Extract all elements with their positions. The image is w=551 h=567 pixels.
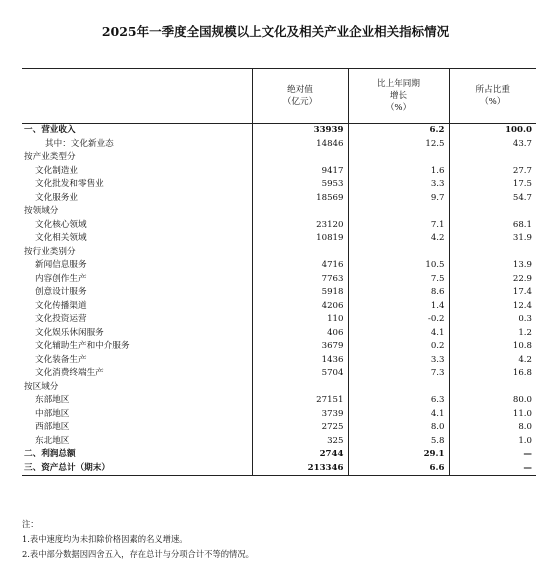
- header-value: 绝对值 （亿元）: [252, 69, 348, 124]
- row-value: 23120: [252, 219, 348, 233]
- row-share: 1.2: [449, 327, 536, 341]
- footnote-1: 1.表中速度均为未扣除价格因素的名义增速。: [22, 534, 188, 544]
- row-value: [252, 246, 348, 260]
- page-title: 2025年一季度全国规模以上文化及相关产业企业相关指标情况: [101, 24, 450, 39]
- row-label: 文化投资运营: [35, 314, 87, 325]
- table-row: [22, 340, 536, 354]
- table-row: [22, 448, 536, 462]
- row-growth: 5.8: [348, 435, 449, 449]
- footnotes: [22, 517, 254, 562]
- row-share: 10.8: [449, 340, 536, 354]
- row-share: 8.0: [449, 421, 536, 435]
- row-growth: 7.5: [348, 273, 449, 287]
- table-row: [22, 138, 536, 152]
- row-label: 文化批发和零售业: [35, 179, 104, 190]
- table-row: [22, 151, 536, 165]
- row-label: 其中：文化新业态: [45, 138, 114, 149]
- row-share: [449, 205, 536, 219]
- table-row: [22, 259, 536, 273]
- table-row: [22, 367, 536, 381]
- row-growth: 1.4: [348, 300, 449, 314]
- row-share: 22.9: [449, 273, 536, 287]
- row-label: 新闻信息服务: [35, 260, 87, 271]
- row-share: 27.7: [449, 165, 536, 179]
- row-value: 5953: [252, 178, 348, 192]
- table-row: [22, 165, 536, 179]
- row-value: 9417: [252, 165, 348, 179]
- row-growth: 7.1: [348, 219, 449, 233]
- indicator-table: [22, 68, 536, 476]
- row-label: 西部地区: [35, 422, 70, 433]
- table-row: [22, 205, 536, 219]
- row-growth: 12.5: [348, 138, 449, 152]
- table-row: [22, 232, 536, 246]
- header-growth: 比上年同期 增长 （%）: [348, 69, 449, 124]
- row-growth: 6.3: [348, 394, 449, 408]
- row-growth: 3.3: [348, 178, 449, 192]
- row-label: 东部地区: [35, 395, 70, 406]
- table-row: [22, 219, 536, 233]
- table-row: [22, 394, 536, 408]
- table-header-row: [22, 69, 536, 124]
- table-row: [22, 462, 536, 476]
- header-label: [22, 69, 252, 124]
- row-label: 内容创作生产: [35, 273, 87, 284]
- row-value: 18569: [252, 192, 348, 206]
- row-label: 文化传播渠道: [35, 300, 87, 311]
- row-growth: [348, 151, 449, 165]
- row-growth: 4.1: [348, 327, 449, 341]
- row-growth: 29.1: [348, 448, 449, 462]
- row-value: 2744: [252, 448, 348, 462]
- row-growth: 3.3: [348, 354, 449, 368]
- table-body: [22, 124, 536, 476]
- row-value: 3679: [252, 340, 348, 354]
- row-label: 文化消费终端生产: [35, 368, 104, 379]
- table-row: [22, 286, 536, 300]
- row-label: 一、营业收入: [24, 125, 76, 136]
- row-share: 17.5: [449, 178, 536, 192]
- row-value: 33939: [252, 124, 348, 138]
- row-share: 17.4: [449, 286, 536, 300]
- table-row: [22, 421, 536, 435]
- row-share: 1.0: [449, 435, 536, 449]
- row-label: 文化制造业: [35, 165, 78, 176]
- row-value: 325: [252, 435, 348, 449]
- row-value: 4206: [252, 300, 348, 314]
- row-share: [449, 246, 536, 260]
- row-growth: 0.2: [348, 340, 449, 354]
- row-value: 14846: [252, 138, 348, 152]
- row-label: 文化服务业: [35, 192, 78, 203]
- table-row: [22, 327, 536, 341]
- row-value: 213346: [252, 462, 348, 476]
- row-value: 3739: [252, 408, 348, 422]
- row-share: 16.8: [449, 367, 536, 381]
- row-growth: 9.7: [348, 192, 449, 206]
- row-value: [252, 205, 348, 219]
- row-label: 文化娱乐休闲服务: [35, 327, 104, 338]
- row-growth: 6.2: [348, 124, 449, 138]
- row-growth: 6.6: [348, 462, 449, 476]
- row-label: 东北地区: [35, 435, 70, 446]
- row-share: 4.2: [449, 354, 536, 368]
- table-row: [22, 408, 536, 422]
- row-value: 4716: [252, 259, 348, 273]
- row-share: 80.0: [449, 394, 536, 408]
- row-share: —: [449, 448, 536, 462]
- row-label: 三、资产总计（期末）: [22, 462, 252, 476]
- row-growth: 8.6: [348, 286, 449, 300]
- row-value: 10819: [252, 232, 348, 246]
- row-label: 按区域分: [24, 381, 59, 392]
- row-value: 7763: [252, 273, 348, 287]
- row-growth: 8.0: [348, 421, 449, 435]
- row-label: 创意设计服务: [35, 287, 87, 298]
- table-row: [22, 354, 536, 368]
- row-label: 文化装备生产: [35, 354, 87, 365]
- footnote-2: 2.表中部分数据因四舍五入，存在总计与分项合计不等的情况。: [22, 549, 254, 559]
- footnote-heading: 注：: [22, 519, 39, 529]
- row-share: —: [449, 462, 536, 476]
- row-label: 按行业类别分: [24, 246, 76, 257]
- row-growth: [348, 381, 449, 395]
- row-growth: [348, 246, 449, 260]
- row-share: [449, 381, 536, 395]
- row-value: [252, 151, 348, 165]
- row-label: 文化核心领域: [35, 219, 87, 230]
- row-growth: 4.2: [348, 232, 449, 246]
- row-growth: -0.2: [348, 313, 449, 327]
- row-growth: 1.6: [348, 165, 449, 179]
- row-label: 文化辅助生产和中介服务: [35, 341, 130, 352]
- row-share: 11.0: [449, 408, 536, 422]
- row-share: [449, 151, 536, 165]
- row-value: [252, 381, 348, 395]
- row-share: 43.7: [449, 138, 536, 152]
- row-share: 0.3: [449, 313, 536, 327]
- row-share: 13.9: [449, 259, 536, 273]
- header-share: 所占比重 （%）: [449, 69, 536, 124]
- row-label: 按产业类型分: [24, 152, 76, 163]
- row-label: 中部地区: [35, 408, 70, 419]
- row-value: 5704: [252, 367, 348, 381]
- table-row: [22, 435, 536, 449]
- row-share: 54.7: [449, 192, 536, 206]
- table-row: [22, 124, 536, 138]
- row-share: 12.4: [449, 300, 536, 314]
- table-row: [22, 300, 536, 314]
- table-row: [22, 273, 536, 287]
- row-value: 27151: [252, 394, 348, 408]
- row-value: 406: [252, 327, 348, 341]
- row-growth: 10.5: [348, 259, 449, 273]
- row-growth: 7.3: [348, 367, 449, 381]
- row-share: 68.1: [449, 219, 536, 233]
- row-value: 5918: [252, 286, 348, 300]
- row-growth: [348, 205, 449, 219]
- table-row: [22, 313, 536, 327]
- row-value: 1436: [252, 354, 348, 368]
- row-label: 二、利润总额: [24, 449, 76, 460]
- table-row: [22, 381, 536, 395]
- row-label: 按领域分: [24, 206, 59, 217]
- table-row: [22, 178, 536, 192]
- table-row: [22, 192, 536, 206]
- row-share: 100.0: [449, 124, 536, 138]
- row-growth: 4.1: [348, 408, 449, 422]
- row-label: 文化相关领域: [35, 233, 87, 244]
- row-value: 110: [252, 313, 348, 327]
- table-row: [22, 246, 536, 260]
- row-value: 2725: [252, 421, 348, 435]
- row-share: 31.9: [449, 232, 536, 246]
